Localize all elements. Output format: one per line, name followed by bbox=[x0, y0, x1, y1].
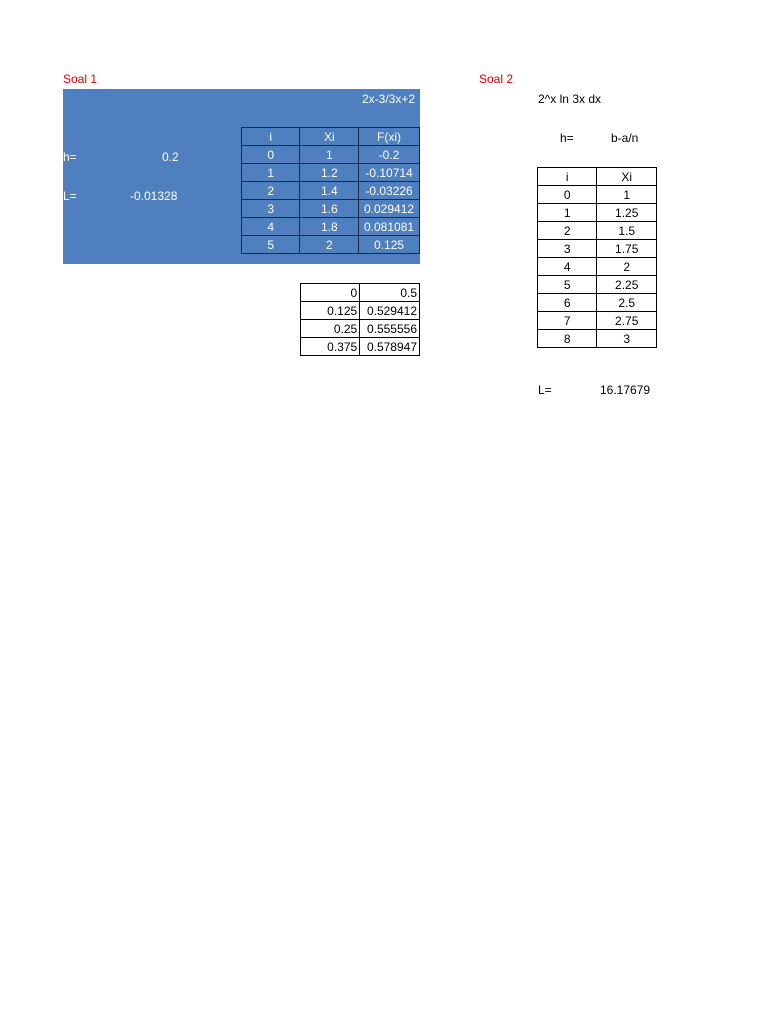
table-cell: 4 bbox=[242, 218, 300, 236]
table-cell: 0.375 bbox=[301, 338, 360, 356]
table-cell: 1.75 bbox=[597, 240, 657, 258]
table-row bbox=[242, 236, 420, 254]
column-header: Xi bbox=[597, 168, 657, 186]
table-row bbox=[242, 146, 420, 164]
table-row bbox=[538, 222, 657, 240]
table-header-row bbox=[242, 128, 420, 146]
soal1-h-value: 0.2 bbox=[162, 150, 179, 164]
table-cell: 2 bbox=[242, 182, 300, 200]
table-cell: 1.8 bbox=[300, 218, 359, 236]
soal2-l-label: L= bbox=[538, 383, 552, 397]
table-cell: 2 bbox=[538, 222, 597, 240]
table-cell: 1.2 bbox=[300, 164, 359, 182]
soal2-l-value: 16.17679 bbox=[600, 383, 651, 397]
table-cell: 4 bbox=[538, 258, 597, 276]
soal1-table bbox=[241, 127, 420, 254]
table-cell: 1 bbox=[597, 186, 657, 204]
table-cell: 0.529412 bbox=[360, 302, 420, 320]
table-row bbox=[301, 284, 420, 302]
table-cell: 0 bbox=[538, 186, 597, 204]
table-row bbox=[538, 276, 657, 294]
table-cell: 1 bbox=[538, 204, 597, 222]
table-cell: 1.4 bbox=[300, 182, 359, 200]
table-cell: 1 bbox=[242, 164, 300, 182]
table-row bbox=[538, 312, 657, 330]
table-cell: 3 bbox=[538, 240, 597, 258]
table-cell: 5 bbox=[538, 276, 597, 294]
table-cell: 0.25 bbox=[301, 320, 360, 338]
table-cell: 0.578947 bbox=[360, 338, 420, 356]
table-cell: 0 bbox=[301, 284, 360, 302]
table-cell: 1.25 bbox=[597, 204, 657, 222]
table-cell: 2 bbox=[300, 236, 359, 254]
soal1-title: Soal 1 bbox=[63, 72, 98, 86]
table-row bbox=[242, 200, 420, 218]
table-cell: 2.75 bbox=[597, 312, 657, 330]
column-header: i bbox=[538, 168, 597, 186]
table-cell: 7 bbox=[538, 312, 597, 330]
soal2-function: 2^x ln 3x dx bbox=[538, 92, 601, 106]
column-header: i bbox=[242, 128, 300, 146]
table-row bbox=[301, 302, 420, 320]
table-row bbox=[538, 204, 657, 222]
table-cell: 8 bbox=[538, 330, 597, 348]
soal2-h-label: h= bbox=[560, 131, 574, 145]
table-cell: 0.125 bbox=[301, 302, 360, 320]
table-cell: 6 bbox=[538, 294, 597, 312]
soal1-l-label: L= bbox=[63, 189, 77, 203]
table-cell: 0.029412 bbox=[359, 200, 420, 218]
table-row bbox=[242, 218, 420, 236]
table-cell: 3 bbox=[242, 200, 300, 218]
table-row bbox=[242, 164, 420, 182]
table-cell: -0.10714 bbox=[359, 164, 420, 182]
table-row bbox=[538, 258, 657, 276]
table-row bbox=[538, 330, 657, 348]
table-header-row bbox=[538, 168, 657, 186]
table-cell: 2.25 bbox=[597, 276, 657, 294]
table-cell: 2.5 bbox=[597, 294, 657, 312]
soal2-title: Soal 2 bbox=[479, 72, 514, 86]
table-cell: -0.03226 bbox=[359, 182, 420, 200]
table-row bbox=[538, 240, 657, 258]
table-cell: -0.2 bbox=[359, 146, 420, 164]
table-cell: 0.081081 bbox=[359, 218, 420, 236]
table-cell: 0.125 bbox=[359, 236, 420, 254]
soal1-l-value: -0.01328 bbox=[130, 189, 178, 203]
soal1-h-label: h= bbox=[63, 150, 77, 164]
table-row bbox=[538, 186, 657, 204]
table-cell: 1 bbox=[300, 146, 359, 164]
soal2-h-value: b-a/n bbox=[611, 131, 639, 145]
table-cell: 1.5 bbox=[597, 222, 657, 240]
table-row bbox=[242, 182, 420, 200]
table-cell: 1.6 bbox=[300, 200, 359, 218]
table-row bbox=[538, 294, 657, 312]
soal2-table bbox=[537, 167, 657, 348]
table-cell: 0.5 bbox=[360, 284, 420, 302]
soal1-function: 2x-3/3x+2 bbox=[362, 92, 416, 106]
column-header: F(xi) bbox=[359, 128, 420, 146]
table-cell: 3 bbox=[597, 330, 657, 348]
table-cell: 2 bbox=[597, 258, 657, 276]
table-row bbox=[301, 338, 420, 356]
soal1-pairs-table bbox=[300, 283, 420, 356]
table-cell: 5 bbox=[242, 236, 300, 254]
table-row bbox=[301, 320, 420, 338]
table-cell: 0.555556 bbox=[360, 320, 420, 338]
column-header: Xi bbox=[300, 128, 359, 146]
table-cell: 0 bbox=[242, 146, 300, 164]
